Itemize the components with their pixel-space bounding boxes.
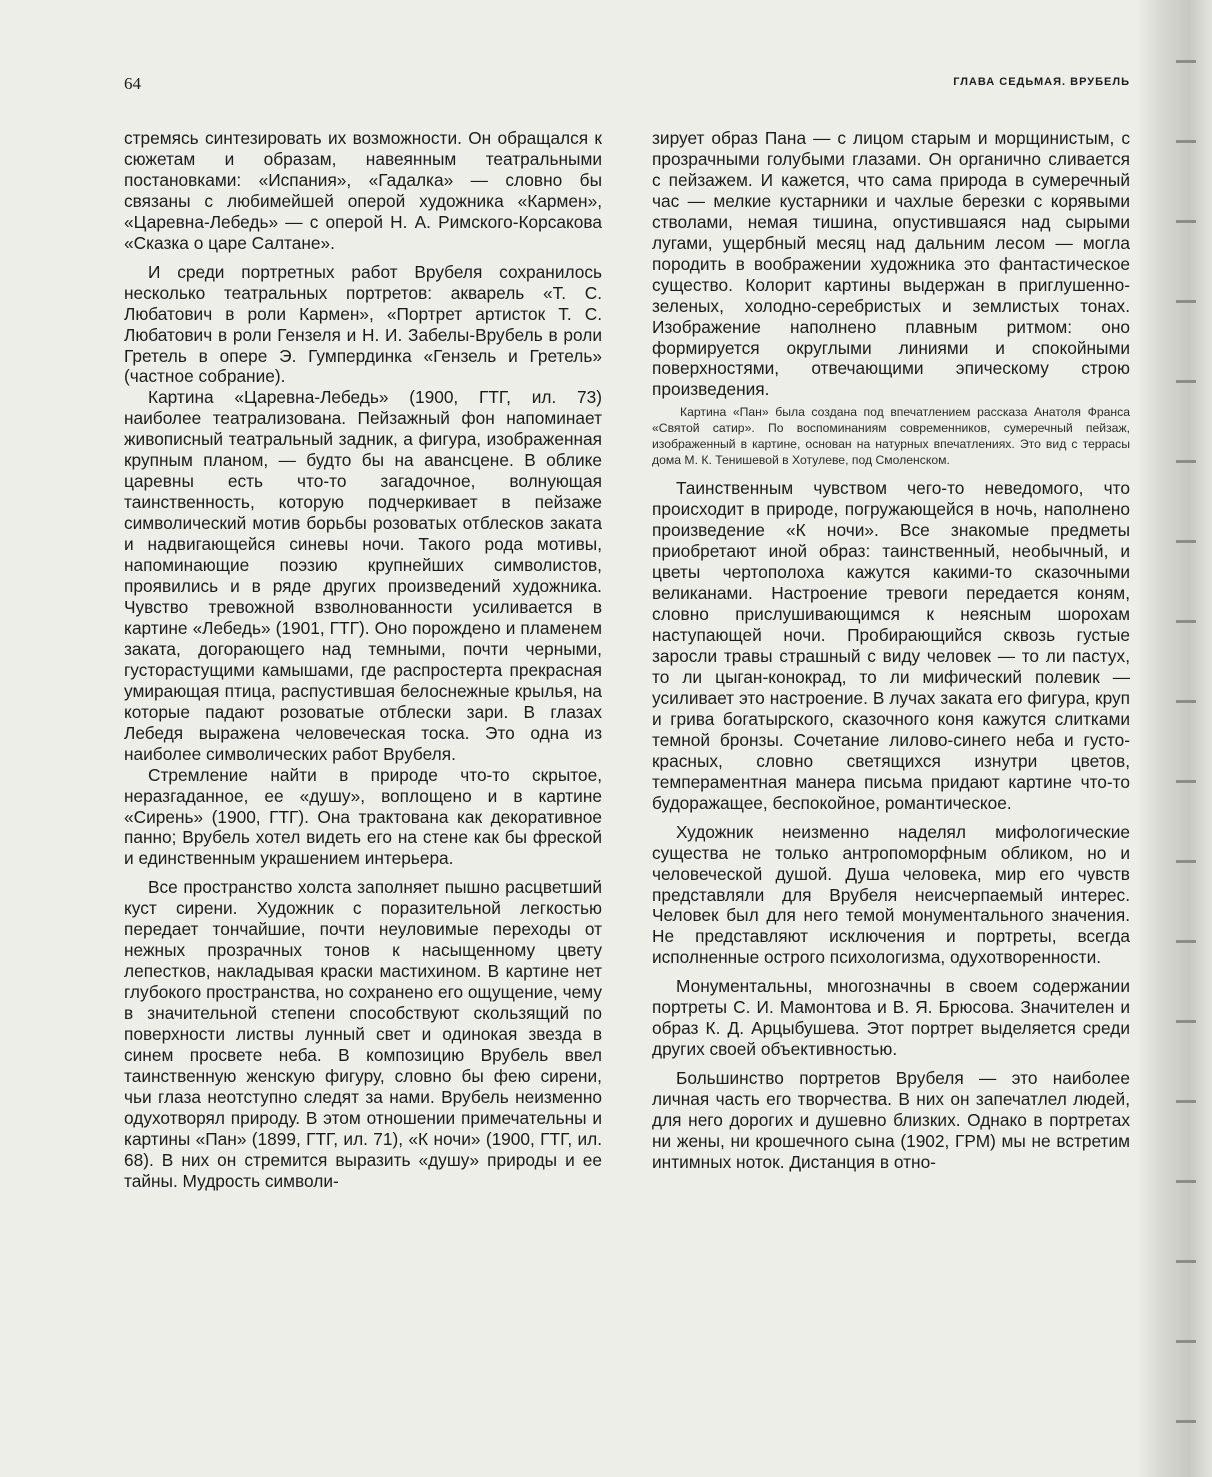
- page-number: 64: [124, 74, 141, 93]
- paragraph: стремясь синтезировать их возможности. Он обращался к сюжетам и образам, навеянным театральными постановками: «Испания», «Гадалка» — словно бы связаны с любимейшей оперой художника «Кармен», «Царевна-Лебедь» — с оперой Н. А. Римского-Корсакова «Сказка о царе Салтане».: [124, 128, 602, 253]
- paragraph: зирует образ Пана — с лицом старым и морщинистым, с прозрачными голубыми глазами. Он органично сливается с пейзажем. И кажется, что сама природа в сумеречный час — мелкие кустарники и чахлые березки с корявыми стволами, немая тишина, опустившаяся над сырыми лугами, ущербный месяц над дальним лесом — могла породить в воображении художника это фантастическое существо. Колорит картины выдержан в приглушенно-зеленых, холодно-серебристых и землистых тонах. Изображение наполнено плавным ритмом: оно формируется округлыми линиями и спокойными поверхностями, отвечающими эпическому строю произведения.: [652, 128, 1130, 400]
- spine-mark: [1176, 540, 1196, 543]
- running-header: ГЛАВА СЕДЬМАЯ. ВРУБЕЛЬ: [953, 76, 1130, 88]
- spine-mark: [1176, 220, 1196, 223]
- spine-mark: [1176, 460, 1196, 463]
- spine-mark: [1176, 1100, 1196, 1103]
- figure-caption: Картина «Пан» была создана под впечатлением рассказа Анатоля Франса «Святой сатир». По воспоминаниям современников, сумеречный пейзаж, изображенный в картине, основан на натурных впечатлениях. Это вид с террасы дома М. К. Тенишевой в Хотулеве, под Смоленском.: [652, 405, 1130, 468]
- page-edge-shadow: [1136, 0, 1212, 1477]
- paragraph: Таинственным чувством чего-то неведомого, что происходит в природе, погружающейся в ночь, наполнено произведение «К ночи». Все знакомые предметы приобретают иной образ: таинственный, необычный, и цветы чертополоха кажутся какими-то сказочными великанами. Настроение тревоги передается коням, словно прислушивающимся к неясным шорохам наступающей ночи. Пробирающийся сквозь густые заросли травы страшный с виду человек — то ли пастух, то ли цыган-конокрад, то ли мифический полевик — усиливает это настроение. В лучах заката его фигура, круп и грива богатырского, сказочного коня кажутся слитками темной бронзы. Сочетание лилово-синего неба и густо-красных, словно светящихся изнутри цветов, темпераментная манера письма придают картине что-то будоражащее, беспокойное, романтическое.: [652, 478, 1130, 813]
- paragraph: Картина «Царевна-Лебедь» (1900, ГТГ, ил. 73) наиболее театрализована. Пейзажный фон напоминает живописный театральный задник, а фигура, изображенная крупным планом, — будто бы на авансцене. В облике царевны есть что-то загадочное, волнующая таинственность, которую подчеркивает в пейзаже символический мотив борьбы розоватых отблесков заката и надвигающейся синевы ночи. Такого рода мотивы, напоминающие поэзию крупнейших символистов, проявились и в ряде других произведений художника. Чувство тревожной взволнованности усиливается в картине «Лебедь» (1901, ГТГ). Оно порождено и пламенем заката, догорающего над темными, почти черными, густорастущими камышами, где распростерта прекрасная умирающая птица, распустившая белоснежные крылья, на которые падают розоватые отблески зари. В глазах Лебедя выражена человеческая тоска. Это одна из наиболее символических работ Врубеля.: [124, 387, 602, 764]
- spine-mark: [1176, 60, 1196, 63]
- spine-mark: [1176, 1260, 1196, 1263]
- spine-mark: [1176, 380, 1196, 383]
- paragraph: Большинство портретов Врубеля — это наиболее личная часть его творчества. В них он запечатлел людей, для него дорогих и душевно близких. Однако в портретах ни жены, ни крошечного сына (1902, ГРМ) мы не встретим интимных ноток. Дистанция в отно-: [652, 1068, 1130, 1172]
- spine-mark: [1176, 940, 1196, 943]
- paragraph: Стремление найти в природе что-то скрытое, неразгаданное, ее «душу», воплощено и в картине «Сирень» (1900, ГТГ). Она трактована как декоративное панно; Врубель хотел видеть его на стене как бы фреской и единственным украшением интерьера.: [124, 764, 602, 869]
- paragraph: Монументальны, многозначны в своем содержании портреты С. И. Мамонтова и В. Я. Брюсова. Значителен и образ К. Д. Арцыбушева. Этот портрет выделяется среди других своей объективностью.: [652, 976, 1130, 1060]
- spine-mark: [1176, 780, 1196, 783]
- spine-mark: [1176, 140, 1196, 143]
- paragraph: Художник неизменно наделял мифологические существа не только антропоморфным обликом, но и человеческой душой. Душа человека, мир его чувств представляли для Врубеля неисчерпаемый интерес. Человек был для него темой монументального значения. Не представляют исключения и портреты, всегда исполненные острого психологизма, одухотворенности.: [652, 821, 1130, 968]
- spine-mark: [1176, 1340, 1196, 1343]
- spine-mark: [1176, 1180, 1196, 1183]
- spine-mark: [1176, 860, 1196, 863]
- spine-mark: [1176, 620, 1196, 623]
- paragraph: Все пространство холста заполняет пышно расцветший куст сирени. Художник с поразительной легкостью передает тончайшие, почти неуловимые переходы от нежных прозрачных тонов к насыщенному цвету лепестков, накладывая краски мастихином. В картине нет глубокого пространства, но сохранено его ощущение, чему в значительной степени способствуют скользящий по поверхности листвы лунный свет и одинокая звезда в синем просвете неба. В композицию Врубель ввел таинственную женскую фигуру, словно бы фею сирени, чьи глаза неотступно следят за нами. Врубель неизменно одухотворял природу. В этом отношении примечательны и картины «Пан» (1899, ГТГ, ил. 71), «К ночи» (1900, ГТГ, ил. 68). В них он стремится выразить «душу» природы и ее тайны. Мудрость символи-: [124, 877, 602, 1191]
- spine-mark: [1176, 1020, 1196, 1023]
- spine-mark: [1176, 300, 1196, 303]
- left-column: [124, 128, 602, 1192]
- spine-mark: [1176, 700, 1196, 703]
- paragraph: И среди портретных работ Врубеля сохранилось несколько театральных портретов: акварель «Т. С. Любатович в роли Кармен», «Портрет артисток Т. С. Любатович в роли Гензеля и Н. И. Забелы-Врубель в роли Гретель в опере Э. Гумпердинка «Гензель и Гретель» (частное собрание).: [124, 261, 602, 387]
- right-column: [652, 128, 1130, 1173]
- spine-mark: [1176, 1420, 1196, 1423]
